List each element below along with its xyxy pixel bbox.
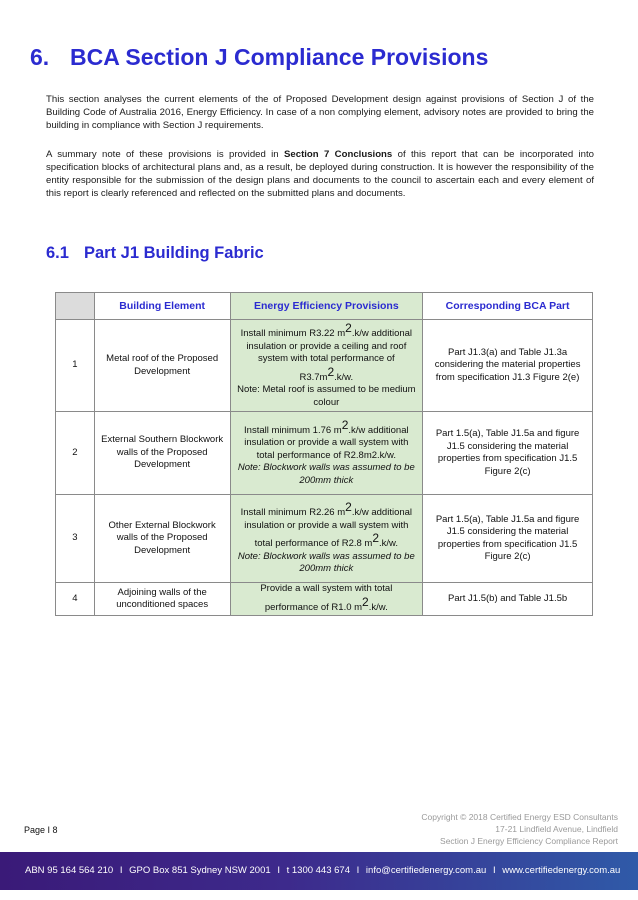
building-element-cell: Metal roof of the Proposed Development bbox=[94, 320, 230, 412]
footer-phone: t 1300 443 674 bbox=[286, 865, 350, 876]
building-element-cell: External Southern Blockwork walls of the Proposed Development bbox=[94, 412, 230, 495]
row-number: 1 bbox=[56, 320, 95, 412]
summary-paragraph bbox=[46, 148, 594, 200]
subsection-title: Part J1 Building Fabric bbox=[84, 244, 264, 262]
bca-part-cell: Part 1.5(a), Table J1.5a and figure J1.5 considering the material properties from specification J1.5 Figure 2(c) bbox=[423, 412, 593, 495]
address-line: 17-21 Lindfield Avenue, Lindfield bbox=[495, 824, 618, 834]
building-element-cell: Other External Blockwork walls of the Proposed Development bbox=[94, 495, 230, 583]
subsection-number: 6.1 bbox=[46, 244, 69, 262]
provision-cell: Install minimum R3.22 $m^2.k/w$ additional insulation or provide a ceiling and roof system with total performance of $R3.7m^2.k/w$. Note: Metal roof is assumed to be medium colour bbox=[230, 320, 423, 412]
footer-separator: I bbox=[277, 865, 280, 876]
table-row bbox=[56, 583, 593, 616]
table-row bbox=[56, 412, 593, 495]
bca-part-cell: Part 1.5(a), Table J1.5a and figure J1.5 considering the material properties from specification J1.5 Figure 2(c) bbox=[423, 495, 593, 583]
table-row bbox=[56, 320, 593, 412]
header-building-element: Building Element bbox=[94, 293, 230, 320]
footer-po-box: GPO Box 851 Sydney NSW 2001 bbox=[129, 865, 271, 876]
header-energy-efficiency-provisions: Energy Efficiency Provisions bbox=[230, 293, 423, 320]
building-fabric-table bbox=[55, 292, 593, 616]
provision-cell: Provide a wall system with total performance of R1.0 $m^2.k/w$. bbox=[230, 583, 423, 616]
footer-abn: ABN 95 164 564 210 bbox=[25, 865, 114, 876]
copyright-block bbox=[421, 811, 618, 847]
provision-cell: Install minimum 1.76 $m^2.k/w$ additional insulation or provide a wall system with total performance of R2.8m2.k/w. Note: Blockwork walls was assumed to be 200mm thick bbox=[230, 412, 423, 495]
summary-text-after: of this report that can be incorporated into specification blocks of architectural plans and, as a result, be deployed during construction. It is however the responsibility of the entity responsible for the submission of the design plans and documents to the council to ascertain each and every element of this report is clearly referenced and reflected on the submitted plans and documents. bbox=[46, 149, 594, 199]
section-number: 6. bbox=[30, 44, 50, 70]
copyright-line: Copyright © 2018 Certified Energy ESD Consultants bbox=[421, 812, 618, 822]
footer-separator: I bbox=[356, 865, 360, 876]
provision-note: Note: Blockwork walls was assumed to be 200mm thick bbox=[237, 462, 415, 486]
intro-paragraph: This section analyses the current elements of the of Proposed Development design against provisions of Section J of the Building Code of Australia 2016, Energy Efficiency. In case of a non complying element, advisory notes are provided to bring the building in compliance with Section J requirements. bbox=[46, 94, 594, 131]
subsection-heading bbox=[46, 244, 264, 263]
row-number: 2 bbox=[56, 412, 95, 495]
table-header-row bbox=[56, 293, 593, 320]
footer-separator: I bbox=[119, 865, 123, 876]
report-title-line: Section J Energy Efficiency Compliance Report bbox=[440, 836, 618, 846]
bca-part-cell: Part J1.3(a) and Table J1.3a considering the material properties from specification J1.3 Figure 2(e) bbox=[423, 320, 593, 412]
footer-email-link[interactable]: info@certifiedenergy.com.au bbox=[365, 865, 487, 876]
building-element-cell: Adjoining walls of the unconditioned spaces bbox=[94, 583, 230, 616]
provision-note: Note: Metal roof is assumed to be medium colour bbox=[237, 384, 416, 408]
section-heading bbox=[30, 44, 488, 71]
row-number: 3 bbox=[56, 495, 95, 583]
row-number: 4 bbox=[56, 583, 95, 616]
bca-part-cell: Part J1.5(b) and Table J1.5b bbox=[423, 583, 593, 616]
provision-cell: Install minimum R2.26 $m^2.k/w$ additional insulation or provide a wall system with total performance of R2.8 $m^2.k/w$. Note: Blockwork walls was assumed to be 200mm thick bbox=[230, 495, 423, 583]
footer-separator: I bbox=[492, 865, 496, 876]
header-number bbox=[56, 293, 95, 320]
section-title: BCA Section J Compliance Provisions bbox=[70, 44, 489, 70]
footer-contact-bar bbox=[0, 852, 638, 890]
provision-note: Note: Blockwork walls was assumed to be 200mm thick bbox=[237, 550, 415, 575]
table-row bbox=[56, 495, 593, 583]
footer-website-link[interactable]: www.certifiedenergy.com.au bbox=[502, 865, 621, 876]
header-corresponding-bca-part: Corresponding BCA Part bbox=[423, 293, 593, 320]
summary-text-before: A summary note of these provisions is provided in bbox=[46, 149, 284, 160]
summary-link-section-7: Section 7 Conclusions bbox=[284, 149, 393, 160]
page-number: Page I 8 bbox=[24, 825, 58, 835]
